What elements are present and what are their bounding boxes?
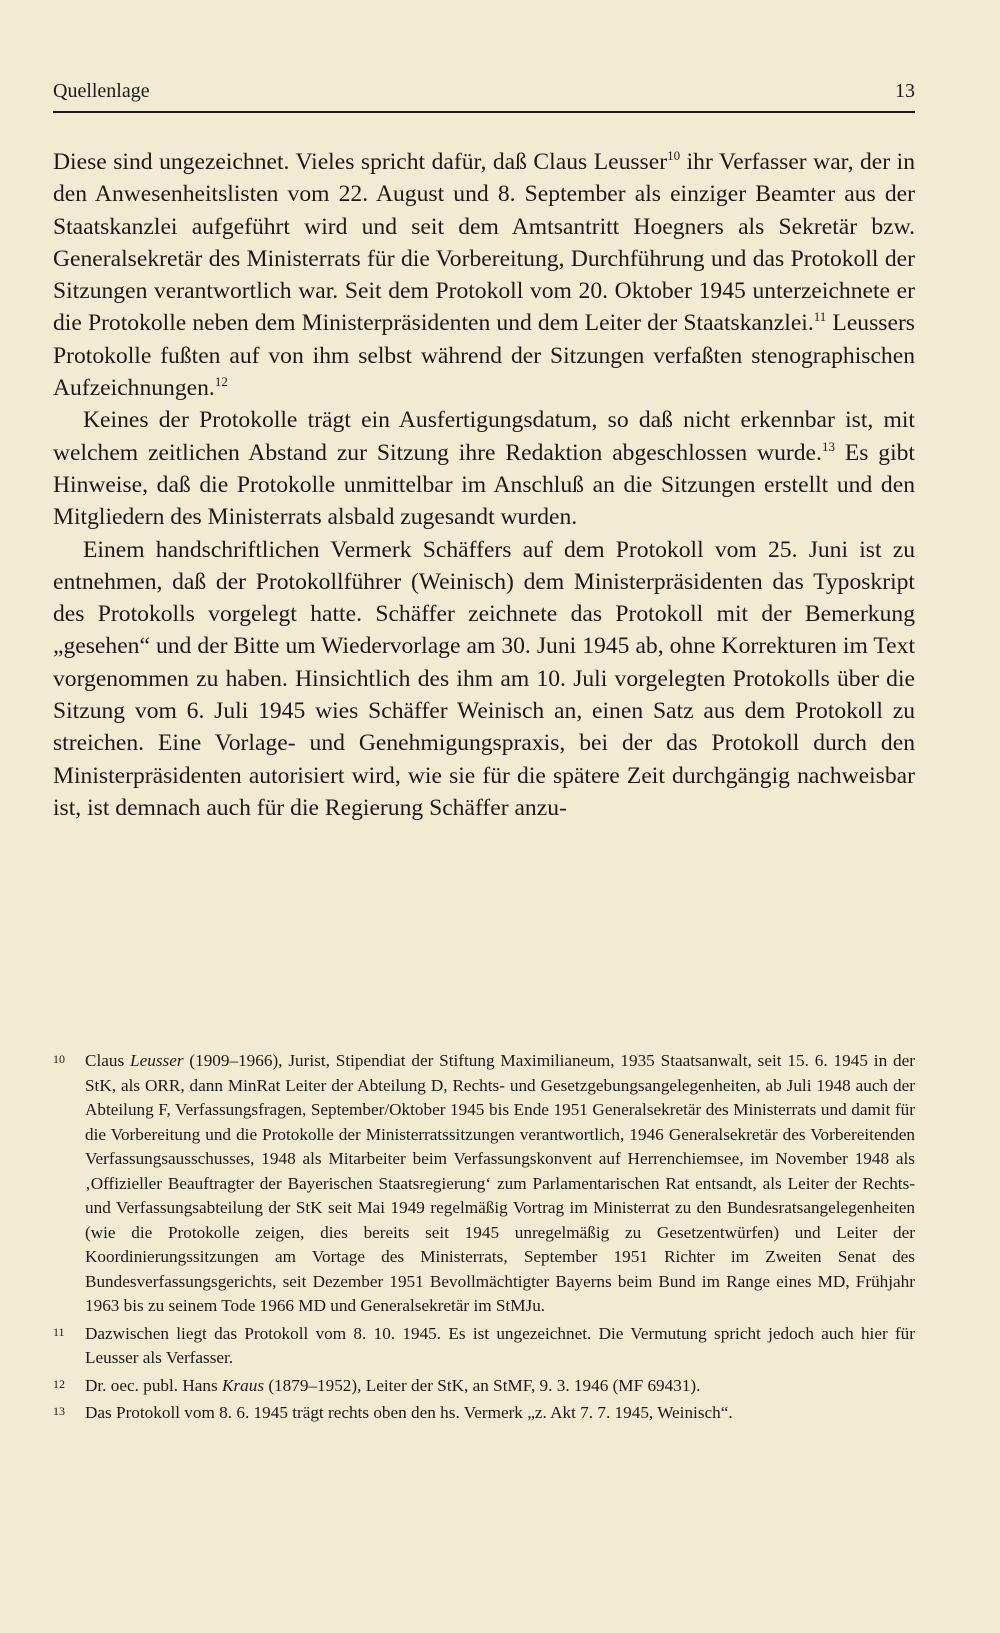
footnote-text: (1909–1966), Jurist, Stipendiat der Stiftung Maximilianeum, 1935 Staatsanwalt, seit 15. 6. 1945 in der StK, als ORR, dann MinRat Leiter der Abteilung D, Rechts- und Gesetzgebungsangelegenheiten, ab Juli 1948 auch der Abteilung F, Verfassungsfragen, September/Oktober 1945 bis Ende 1951 Generalsekretär des Ministerrats und damit für die Vorbereitung und die Protokolle der Ministerratssitzungen verantwortlich, 1946 Generalsekretär des Vorbereitenden Verfassungsausschusses, 1948 als Mitarbeiter beim Verfassungskonvent auf Herrenchiemsee, im November 1948 als ‚Offizieller Beauftragter der Bayerischen Staatsregierung‘ zum Parlamentarischen Rat entsandt, als Leiter der Rechts- und Verfassungsabteilung der StK seit Mai 1949 regelmäßig Vortrag im Ministerrat zu den Bundesratsangelegenheiten (wie die Protokolle zeigen, dies bereits seit 1945 unregelmäßig zu Gesetzentwürfen) und Leiter der Koordinierungssitzungen am Vortage des Ministerrats, September 1951 Richter im Zweiten Senat des Bundesverfassungsgerichts, seit Dezember 1951 Bevollmächtigter Bayerns beim Bund im Range eines MD, Frühjahr 1963 bis zu seinem Tode 1966 MD und Generalsekretär im StMJu. — [85, 1051, 915, 1315]
paragraph-text: Leussers Protokolle fußten auf von ihm selbst während der Sitzungen verfaßten stenographischen Aufzeichnungen. — [53, 310, 915, 402]
footnote-text: Dazwischen liegt das Protokoll vom 8. 10. 1945. Es ist ungezeichnet. Die Vermutung spricht jedoch auch hier für Leusser als Verfasser. — [85, 1323, 915, 1367]
footnote-12 — [53, 1374, 915, 1399]
paragraph-text: ihr Verfasser war, der in den Anwesenheitslisten vom 22. August und 8. September als einziger Beamter aus der Staatskanzlei aufgeführt wird und seit dem Amtsantritt Hoegners als Sekretär bzw. Generalsekretär des Ministerrats für die Vorbereitung, Durchführung und das Protokoll der Sitzungen verantwortlich war. Seit dem Protokoll vom 20. Oktober 1945 unterzeichnete er die Protokolle neben dem Ministerpräsidenten und dem Leiter der Staatskanzlei. — [53, 149, 915, 337]
footnote-number: 13 — [53, 1404, 65, 1418]
paragraph-2 — [53, 404, 915, 533]
footnote-text: Claus — [85, 1051, 131, 1070]
footnote-ref-11[interactable]: 11 — [813, 309, 827, 325]
footnote-ref-10[interactable]: 10 — [667, 148, 681, 163]
footnote-text: (1879–1952), Leiter der StK, an StMF, 9. 3. 1946 (MF 69431). — [264, 1375, 701, 1395]
footnote-11 — [53, 1322, 915, 1371]
header-rule — [53, 111, 915, 113]
paragraph-text: Es gibt Hinweise, daß die Protokolle unmittelbar im Anschluß an die Sitzungen erstellt und den Mitgliedern des Ministerrats alsbald zugesandt wurden. — [53, 439, 915, 531]
paragraph-text: Keines der Protokolle trägt ein Ausfertigungsdatum, so daß nicht erkennbar ist, mit welchem zeitlichen Abstand zur Sitzung ihre Redaktion abgeschlossen wurde. — [53, 407, 915, 466]
footnote-name: Leusser — [130, 1051, 184, 1070]
paragraph-1 — [53, 146, 915, 404]
footnote-number: 12 — [53, 1376, 65, 1391]
page-number: 13 — [895, 80, 915, 102]
footnote-10 — [53, 1049, 915, 1319]
running-head — [53, 80, 915, 103]
footnotes — [53, 1049, 915, 1429]
footnote-name: Kraus — [222, 1375, 265, 1395]
footnote-ref-12[interactable]: 12 — [214, 374, 228, 390]
paragraph-text: Diese sind ungezeichnet. Vieles spricht dafür, daß Claus Leusser — [53, 149, 668, 175]
footnote-13 — [53, 1401, 915, 1426]
footnote-text: Das Protokoll vom 8. 6. 1945 trägt rechts oben den hs. Vermerk „z. Akt 7. 7. 1945, Weinisch“. — [85, 1403, 733, 1422]
footnote-number: 11 — [53, 1324, 65, 1339]
paragraph-3: Einem handschriftlichen Vermerk Schäffers auf dem Protokoll vom 25. Juni ist zu entnehmen, daß der Protokollführer (Weinisch) dem Ministerpräsidenten das Typoskript des Protokolls vorgelegt hatte. Schäffer zeichnete das Protokoll mit der Bemerkung „gesehen“ und der Bitte um Wiedervorlage am 30. Juni 1945 ab, ohne Korrekturen im Text vorgenommen zu haben. Hinsichtlich des ihm am 10. Juli vorgelegten Protokolls über die Sitzung vom 6. Juli 1945 wies Schäffer Weinisch an, einen Satz aus dem Protokoll zu streichen. Eine Vorlage- und Genehmigungspraxis, bei der das Protokoll durch den Ministerpräsidenten autorisiert wird, wie sie für die spätere Zeit durchgängig nachweisbar ist, ist demnach auch für die Regierung Schäffer anzu- — [53, 536, 915, 821]
footnote-ref-13[interactable]: 13 — [821, 438, 835, 454]
main-text — [53, 146, 915, 824]
section-title: Quellenlage — [53, 80, 150, 102]
footnote-number: 10 — [53, 1052, 65, 1066]
footnote-text: Dr. oec. publ. Hans — [85, 1375, 222, 1395]
